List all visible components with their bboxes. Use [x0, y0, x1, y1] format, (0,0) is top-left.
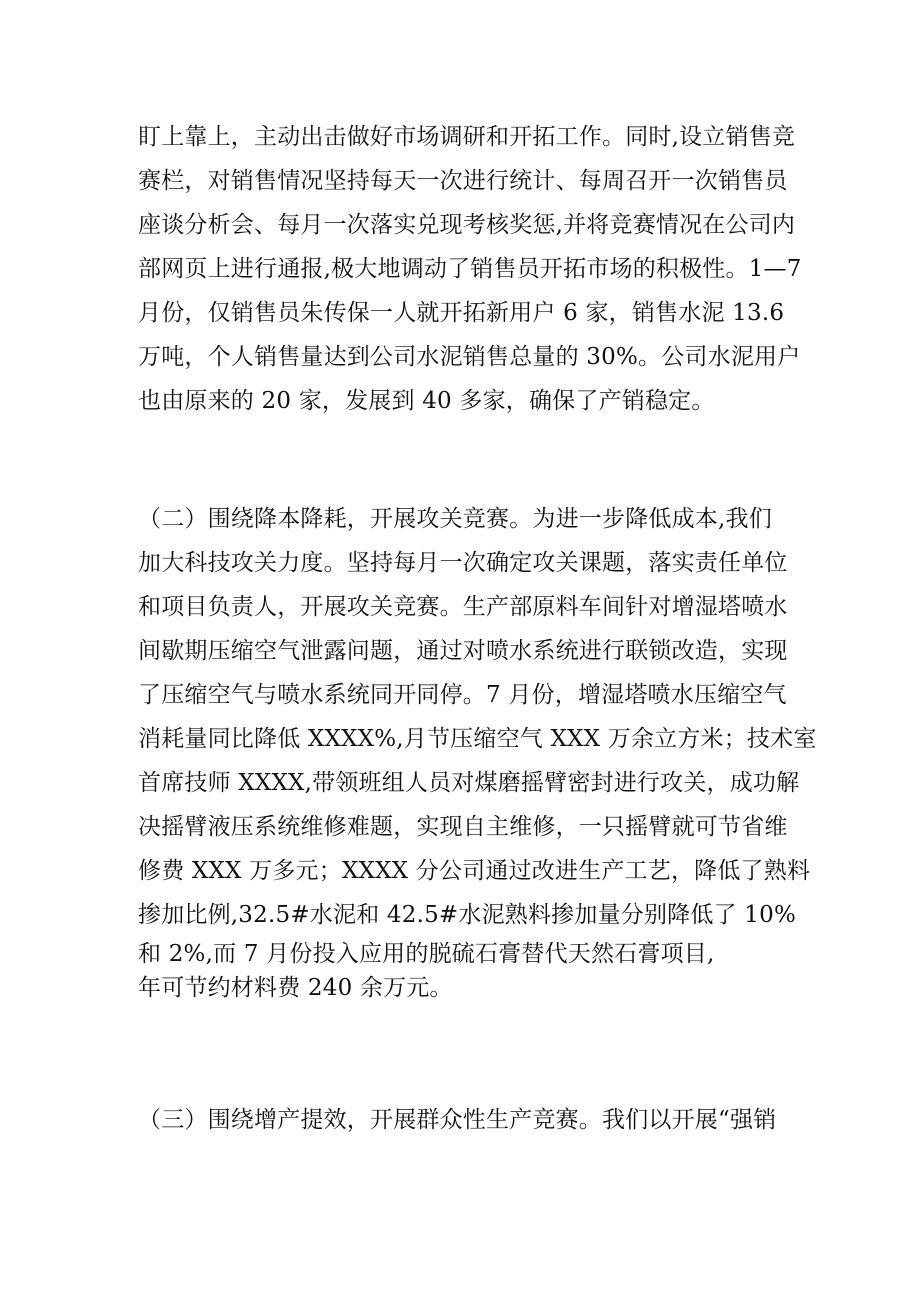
text-line: 和 2%,而 7 月份投入应用的脱硫石膏替代天然石膏项目,	[138, 941, 715, 967]
text-line: 间歇期压缩空气泄露问题，通过对喷水系统进行联锁改造，实现	[138, 638, 788, 664]
text-line: 加大科技攻关力度。坚持每月一次确定攻关课题，落实责任单位	[138, 550, 788, 576]
text-line: 万吨，个人销售量达到公司水泥销售总量的 30%。公司水泥用户	[138, 344, 801, 370]
paragraph-cost-reduction	[138, 497, 817, 1005]
text-line: 了压缩空气与喷水系统同开同停。7 月份，增湿塔喷水压缩空气	[138, 682, 787, 708]
text-line: 掺加比例,32.5#水泥和 42.5#水泥熟料掺加量分别降低了 10%	[138, 902, 797, 928]
section-heading-line: （三）围绕增产提效，开展群众性生产竞赛。我们以开展“强销	[138, 1107, 777, 1133]
text-line: 年可节约材料费 240 余万元。	[138, 975, 453, 1001]
text-line: 和项目负责人，开展攻关竞赛。生产部原料车间针对增湿塔喷水	[138, 594, 788, 620]
text-line: 修费 XXX 万多元；XXXX 分公司通过改进生产工艺，降低了熟料	[138, 858, 811, 884]
text-line: 首席技师 XXXX,带领班组人员对煤磨摇臂密封进行攻关，成功解	[138, 770, 800, 796]
text-line: 座谈分析会、每月一次落实兑现考核奖惩,并将竞赛情况在公司内	[138, 212, 796, 238]
section-heading-line: （二）围绕降本降耗，开展攻关竞赛。为进一步降低成本,我们	[138, 506, 772, 532]
paragraph-production-competition	[138, 1098, 798, 1142]
text-line: 也由原来的 20 家，发展到 40 多家，确保了产销稳定。	[138, 388, 715, 414]
paragraph-sales-competition	[138, 115, 802, 423]
text-line: 部网页上进行通报,极大地调动了销售员开拓市场的积极性。1—7	[138, 256, 802, 282]
text-line: 消耗量同比降低 XXXX%,月节压缩空气 XXX 万余立方米；技术室	[138, 726, 817, 752]
text-line: 盯上靠上，主动出击做好市场调研和开拓工作。同时,设立销售竞	[138, 124, 796, 150]
text-line: 赛栏，对销售情况坚持每天一次进行统计、每周召开一次销售员	[138, 168, 788, 194]
text-line: 决摇臂液压系统维修难题，实现自主维修，一只摇臂就可节省维	[138, 814, 788, 840]
text-line: 月份，仅销售员朱传保一人就开拓新用户 6 家，销售水泥 13.6	[138, 300, 785, 326]
